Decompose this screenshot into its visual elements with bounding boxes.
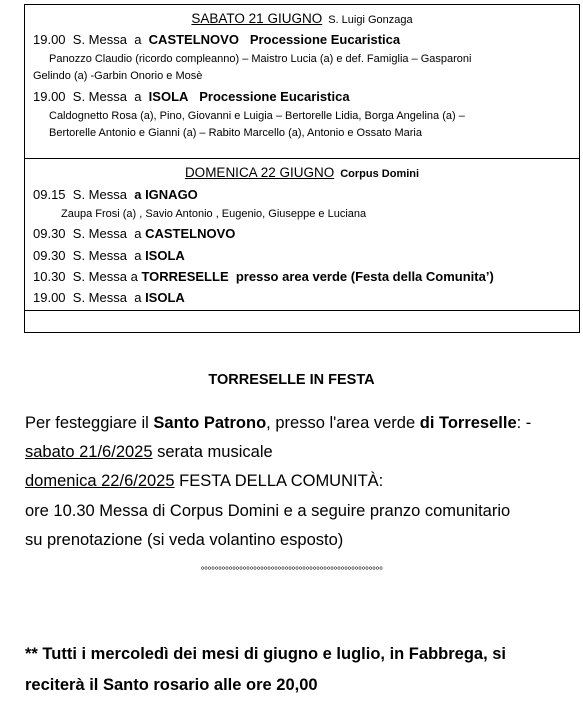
saturday-saint: S. Luigi Gonzaga [328, 14, 413, 26]
mass-label: S. Messa [72, 248, 127, 263]
mass-place: ISOLA [148, 89, 189, 104]
mass-prep: a [134, 290, 142, 305]
mass-event: Processione Eucaristica [249, 32, 401, 47]
mass-label: S. Messa [72, 226, 127, 241]
sunday-mass-1 [33, 187, 198, 202]
saturday-mass-2 [33, 89, 350, 104]
mass-label: S. Messa [72, 89, 127, 104]
text-span: : - [516, 414, 532, 432]
mass-place: ISOLA [145, 248, 185, 263]
place-text: di Torreselle [419, 414, 517, 432]
intention-line: Panozzo Claudio (ricordo compleanno) – Maistro Lucia (a) e def. Famiglia – Gasparoni [49, 53, 472, 65]
mass-label: S. Messa [72, 269, 127, 284]
mass-prep: a [134, 226, 142, 241]
rosary-note-line-1: ** Tutti i mercoledì dei mesi di giugno e luglio, in Fabbrega, si [25, 645, 507, 663]
sunday-mass-2 [33, 226, 235, 241]
text-span: Per festeggiare il [25, 414, 154, 432]
sunday-mass-4 [33, 269, 494, 284]
festa-paragraph-line-5: su prenotazione (si veda volantino esposto) [25, 531, 344, 549]
sunday-mass-5 [33, 290, 185, 305]
mass-place: ISOLA [145, 290, 185, 305]
intention-line: Bertorelle Antonio e Gianni (a) – Rabito Marcello (a), Antonio e Ossato Maria [49, 127, 422, 139]
mass-time: 09.15 [33, 187, 66, 202]
sunday-date: DOMENICA 22 GIUGNO [184, 165, 335, 180]
intention-line: Zaupa Frosi (a) , Savio Antonio , Eugenio, Giuseppe e Luciana [61, 208, 367, 220]
text-span: , presso l'area verde [266, 414, 420, 432]
saturday-header [25, 11, 579, 26]
mass-prep: a [134, 32, 142, 47]
mass-label: S. Messa [72, 187, 127, 202]
mass-time: 19.00 [33, 32, 66, 47]
intention-line: Caldognetto Rosa (a), Pino, Giovanni e Luigia – Bertorelle Lidia, Borga Angelina (a) – [49, 110, 465, 122]
mass-event: presso area verde (Festa della Comunita’) [235, 269, 494, 284]
patron-text: Santo Patrono [153, 414, 267, 432]
empty-row [25, 310, 579, 333]
mass-prep: a [130, 269, 138, 284]
sunday-section [25, 158, 579, 311]
saturday-festa-date: sabato 21/6/2025 [25, 443, 153, 461]
mass-prep: a [134, 89, 142, 104]
text-span: serata musicale [152, 443, 273, 461]
festa-paragraph-line-4: ore 10.30 Messa di Corpus Domini e a seguire pranzo comunitario [25, 502, 511, 520]
mass-time: 19.00 [33, 89, 66, 104]
text-span: FESTA DELLA COMUNITÀ: [174, 472, 384, 490]
rosary-note-line-2: reciterà il Santo rosario alle ore 20,00 [25, 676, 318, 694]
mass-time: 19.00 [33, 290, 66, 305]
separator: °°°°°°°°°°°°°°°°°°°°°°°°°°°°°°°°°°°°°°°°°°°°°°°°°°°° [200, 566, 383, 577]
mass-prep: a [134, 187, 142, 202]
mass-place: IGNAGO [145, 187, 198, 202]
sunday-header [25, 165, 579, 180]
intention-line: Gelindo (a) -Garbin Onorio e Mosè [33, 70, 203, 82]
sunday-festa-date: domenica 22/6/2025 [25, 472, 175, 490]
mass-place: TORRESELLE [141, 269, 229, 284]
mass-label: S. Messa [72, 32, 127, 47]
mass-time: 09.30 [33, 248, 66, 263]
mass-label: S. Messa [72, 290, 127, 305]
festa-paragraph-line-2 [25, 443, 273, 462]
mass-place: CASTELNOVO [145, 226, 236, 241]
mass-prep: a [134, 248, 142, 263]
festa-paragraph-line-1 [25, 414, 531, 433]
saturday-mass-1 [33, 32, 400, 47]
mass-schedule-table [24, 4, 580, 333]
saturday-section [25, 5, 579, 158]
saturday-date: SABATO 21 GIUGNO [191, 11, 323, 26]
sunday-feast: Corpus Domini [340, 168, 420, 180]
mass-place: CASTELNOVO [148, 32, 239, 47]
sunday-mass-3 [33, 248, 185, 263]
festa-paragraph-line-3 [25, 472, 383, 491]
mass-time: 09.30 [33, 226, 66, 241]
mass-time: 10.30 [33, 269, 66, 284]
mass-event: Processione Eucaristica [199, 89, 350, 104]
festa-title: TORRESELLE IN FESTA [208, 372, 375, 388]
